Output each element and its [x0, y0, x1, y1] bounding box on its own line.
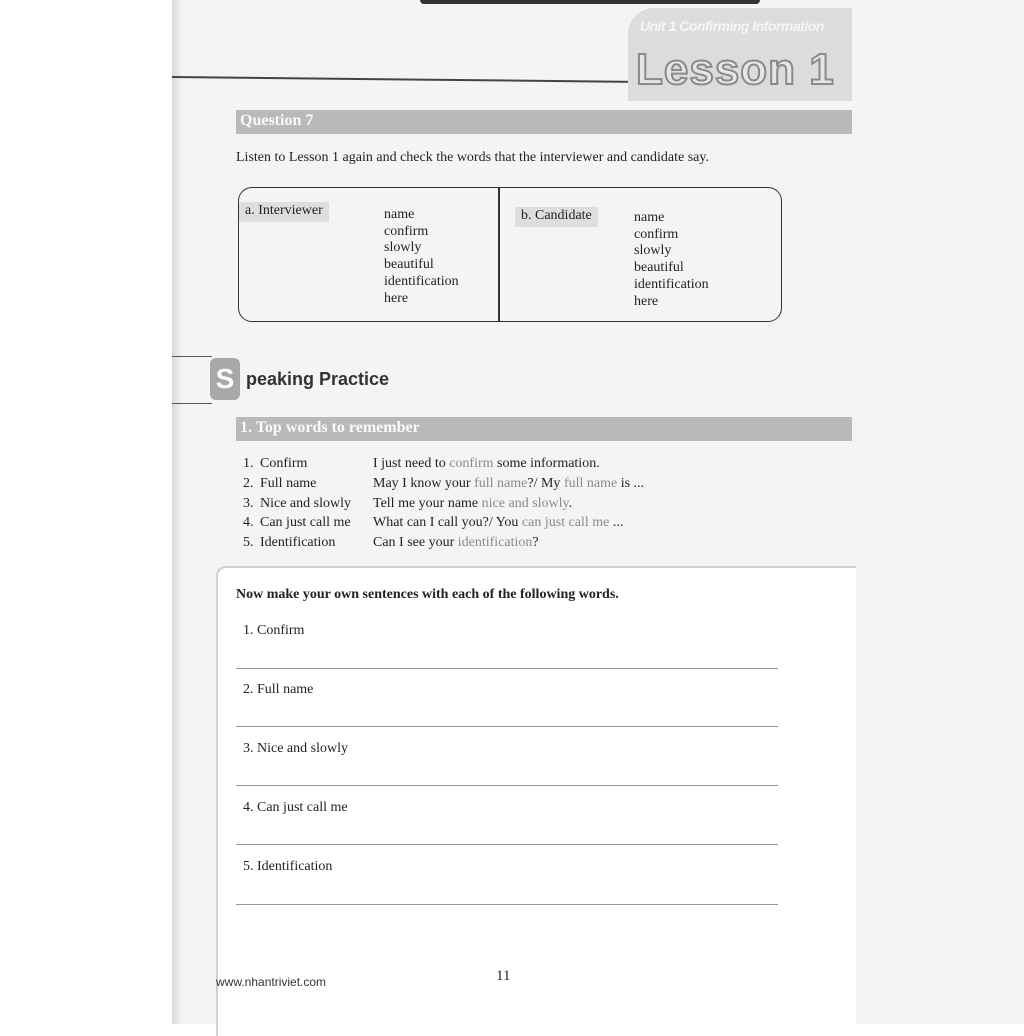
sentence-highlight: full name	[474, 476, 528, 491]
exercise-item: 5. Identification	[243, 859, 333, 874]
interviewer-word[interactable]: here	[384, 290, 409, 306]
interviewer-word[interactable]: identification	[384, 273, 459, 289]
answer-line[interactable]	[236, 668, 778, 669]
row-sentence	[373, 496, 572, 512]
sentence-highlight: confirm	[449, 456, 494, 471]
exercise-item: 3. Nice and slowly	[243, 741, 348, 756]
sentence-text: Tell me your name	[373, 496, 482, 511]
sentence-highlight: nice and slowly	[481, 496, 569, 511]
sentence-text: ...	[609, 515, 624, 530]
row-sentence	[373, 515, 623, 531]
row-word: Confirm	[260, 456, 308, 471]
unit-label: Unit 1 Confirming Information	[640, 18, 824, 34]
answer-line[interactable]	[236, 785, 778, 786]
top-edge-shadow	[420, 0, 760, 4]
answer-line[interactable]	[236, 844, 778, 845]
page-number: 11	[496, 968, 511, 984]
row-number: 2.	[243, 476, 254, 491]
sentence-highlight: identification	[457, 535, 533, 550]
answer-line[interactable]	[236, 904, 778, 905]
speaking-practice-rule	[172, 356, 212, 404]
exercise-item: 2. Full name	[243, 682, 314, 697]
sentence-text: ?	[532, 535, 539, 550]
candidate-word-list	[634, 210, 709, 310]
row-number: 1.	[243, 456, 254, 471]
lesson-title: Lesson 1	[636, 45, 835, 94]
sentence-highlight: can just call me	[521, 515, 610, 530]
interviewer-label: a. Interviewer	[239, 202, 329, 222]
sentence-text: What can I call you?/ You	[373, 515, 522, 530]
row-word: Can just call me	[260, 515, 351, 530]
speaking-practice-initial: S	[210, 358, 240, 400]
question-7-title: Question 7	[240, 112, 314, 129]
exercise-item: 4. Can just call me	[243, 800, 348, 815]
top-words-title: 1. Top words to remember	[240, 419, 420, 436]
footer-url: www.nhantriviet.com	[216, 975, 327, 989]
interviewer-word[interactable]: name	[384, 207, 415, 222]
row-number: 3.	[243, 496, 254, 511]
question-7-instruction: Listen to Lesson 1 again and check the words that the interviewer and candidate say.	[236, 150, 709, 165]
interviewer-word[interactable]: beautiful	[384, 257, 434, 273]
row-word: Identification	[260, 535, 336, 550]
row-number: 5.	[243, 535, 254, 550]
interviewer-word[interactable]: confirm	[384, 223, 429, 239]
top-words-bar	[236, 417, 852, 441]
row-word: Nice and slowly	[260, 496, 351, 511]
speaking-practice-title: peaking Practice	[246, 369, 390, 389]
sentence-text: Can I see your	[373, 535, 458, 550]
row-sentence	[373, 535, 539, 551]
sentence-text: is ...	[617, 476, 645, 491]
sentence-text: some information.	[493, 456, 600, 471]
row-sentence	[373, 456, 600, 472]
interviewer-word-list	[384, 207, 459, 307]
candidate-word[interactable]: slowly	[634, 243, 672, 259]
candidate-word[interactable]: confirm	[634, 226, 679, 242]
candidate-word[interactable]: name	[634, 210, 665, 225]
sentence-text: ?/ My	[527, 476, 564, 491]
question-7-table	[238, 187, 782, 322]
row-word: Full name	[260, 476, 317, 491]
candidate-word[interactable]: beautiful	[634, 260, 684, 276]
table-divider	[498, 188, 500, 321]
candidate-word[interactable]: here	[634, 293, 659, 309]
answer-line[interactable]	[236, 726, 778, 727]
candidate-label: b. Candidate	[515, 207, 598, 227]
sentence-text: I just need to	[373, 456, 450, 471]
row-sentence	[373, 476, 644, 492]
sentence-text: May I know your	[373, 476, 475, 491]
sentence-text: .	[568, 496, 573, 511]
question-7-bar	[236, 110, 852, 134]
sentence-highlight: full name	[563, 476, 618, 491]
exercise-item: 1. Confirm	[243, 623, 305, 638]
candidate-word[interactable]: identification	[634, 276, 709, 292]
row-number: 4.	[243, 515, 254, 530]
page-spine-shadow	[172, 0, 182, 1024]
interviewer-word[interactable]: slowly	[384, 240, 422, 256]
exercise-instruction: Now make your own sentences with each of the following words.	[236, 587, 619, 602]
